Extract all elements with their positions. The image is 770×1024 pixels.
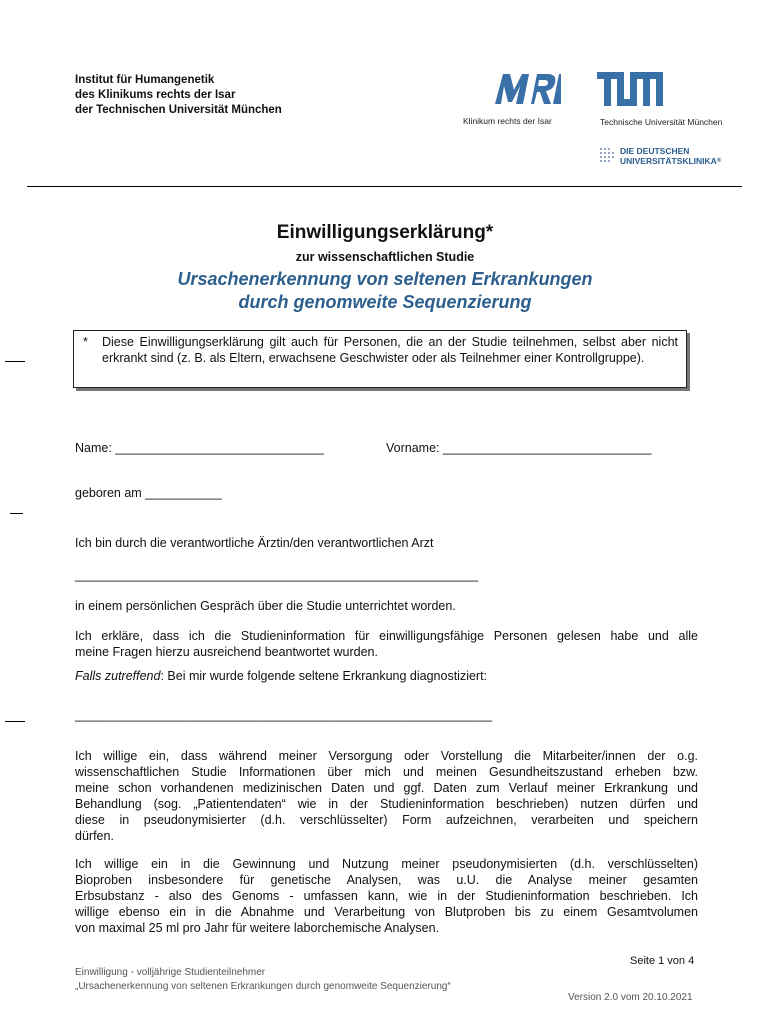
du-line: DIE DEUTSCHEN: [620, 146, 690, 156]
tum-caption: Technische Universität München: [600, 117, 723, 127]
note-text: Diese Einwilligungserklärung gilt auch für Personen, die an der Studie teilnehmen, selbst aber nicht erkrankt sind (z. B. als Eltern, erwachsene Geschwister oder als Teilnehmer einer Kontrollgruppe).: [102, 335, 678, 365]
institute-line: Institut für Humangenetik: [75, 74, 215, 86]
institute-line: der Technischen Universität München: [75, 104, 282, 116]
paragraph-line: Ich erkläre, dass ich die Studieninformation für einwilligungsfähige Personen gelesen habe und alle: [75, 629, 698, 643]
paragraph-line: wissenschaftlichen Studie Informationen über mich und meinen Gesundheitszustand erheben bzw.: [75, 765, 698, 779]
declaration-paragraph: [75, 628, 698, 660]
institute-line: des Klinikums rechts der Isar: [75, 89, 236, 101]
du-logo-text: [620, 147, 721, 166]
paragraph-line: Erbsubstanz - also des Genoms - umfassen kann, wie in der Studieninformation beschrieben. Ich: [75, 889, 698, 903]
paragraph-line: dürfen.: [75, 829, 114, 843]
paragraph-line: Behandlung (sog. „Patientendaten“ wie in der Studieninformation beschrieben) nutzen dürfen und: [75, 797, 698, 811]
note-asterisk: *: [83, 335, 88, 349]
falls-zutreffend-text: [75, 668, 487, 684]
du-line: UNIVERSITÄTSKLINIKA®: [620, 155, 722, 166]
informed-end-text: in einem persönlichen Gespräch über die Studie unterrichtet worden.: [75, 599, 456, 613]
paragraph-line: meine Fragen hierzu ausreichend beantwortet wurden.: [75, 645, 378, 659]
page-subtitle: zur wissenschaftlichen Studie: [295, 250, 475, 264]
diagnosis-field[interactable]: ____________________________________________________________: [75, 708, 493, 722]
study-title: [0, 268, 770, 314]
consent-paragraph-2: [75, 856, 698, 936]
informed-by-text: Ich bin durch die verantwortliche Ärztin/den verantwortlichen Arzt: [75, 536, 434, 550]
du-logo-icon: [598, 146, 616, 171]
header-rule: [27, 186, 742, 187]
note-box: [73, 330, 687, 388]
consent-paragraph-1: [75, 748, 698, 844]
study-title-line: durch genomweite Sequenzierung: [238, 292, 532, 312]
paragraph-line: von maximal 25 ml pro Jahr für weitere laborchemische Analysen.: [75, 921, 440, 935]
birthdate-field[interactable]: geboren am ___________: [75, 486, 222, 500]
tum-logo: [597, 70, 663, 111]
fold-mark: [5, 361, 25, 362]
paragraph-line: Bioproben insbesondere für genetische Analysen, was u.U. die Analyse meiner gesamten: [75, 873, 698, 887]
paragraph-line: Ich willige ein in die Gewinnung und Nutzung meiner pseudonymisierten (d.h. verschlüsselten): [75, 857, 698, 871]
falls-italic: Falls zutreffend: [75, 669, 161, 683]
paragraph-line: willige ebenso ein in die Abnahme und Verarbeitung von Blutproben bis zu einem Gesamtvolumen: [75, 905, 698, 919]
vorname-field[interactable]: Vorname: ______________________________: [386, 441, 652, 455]
footer-line-1: Einwilligung - volljährige Studienteilnehmer: [75, 967, 266, 978]
mri-caption: Klinikum rechts der Isar: [463, 116, 552, 126]
page-number: Seite 1 von 4: [630, 955, 695, 967]
mri-logo: [493, 70, 561, 111]
study-title-line: Ursachenerkennung von seltenen Erkrankungen: [177, 269, 593, 289]
page-title: Einwilligungserklärung*: [276, 222, 494, 243]
doctor-name-field[interactable]: __________________________________________________________: [75, 568, 479, 582]
paragraph-line: diese in pseudonymisierter (d.h. verschlüsselter) Form aufzeichnen, verarbeiten und speichern: [75, 813, 698, 827]
paragraph-line: Ich willige ein, dass während meiner Versorgung oder Vorstellung die Mitarbeiter/innen der o.g.: [75, 749, 698, 763]
registered-mark: ®: [716, 157, 722, 164]
name-field[interactable]: Name: ______________________________: [75, 441, 324, 455]
fold-mark: [10, 513, 23, 514]
paragraph-line: meine schon vorhandenen medizinischen Daten und ggf. Daten zum Verlauf meiner Erkrankung und: [75, 781, 698, 795]
falls-rest: : Bei mir wurde folgende seltene Erkrankung diagnostiziert:: [160, 669, 488, 683]
version-info: Version 2.0 vom 20.10.2021: [568, 992, 693, 1003]
fold-mark: [5, 721, 25, 722]
footer-line-2: „Ursachenerkennung von seltenen Erkrankungen durch genomweite Sequenzierung“: [75, 981, 451, 992]
institute-address: [75, 73, 282, 118]
